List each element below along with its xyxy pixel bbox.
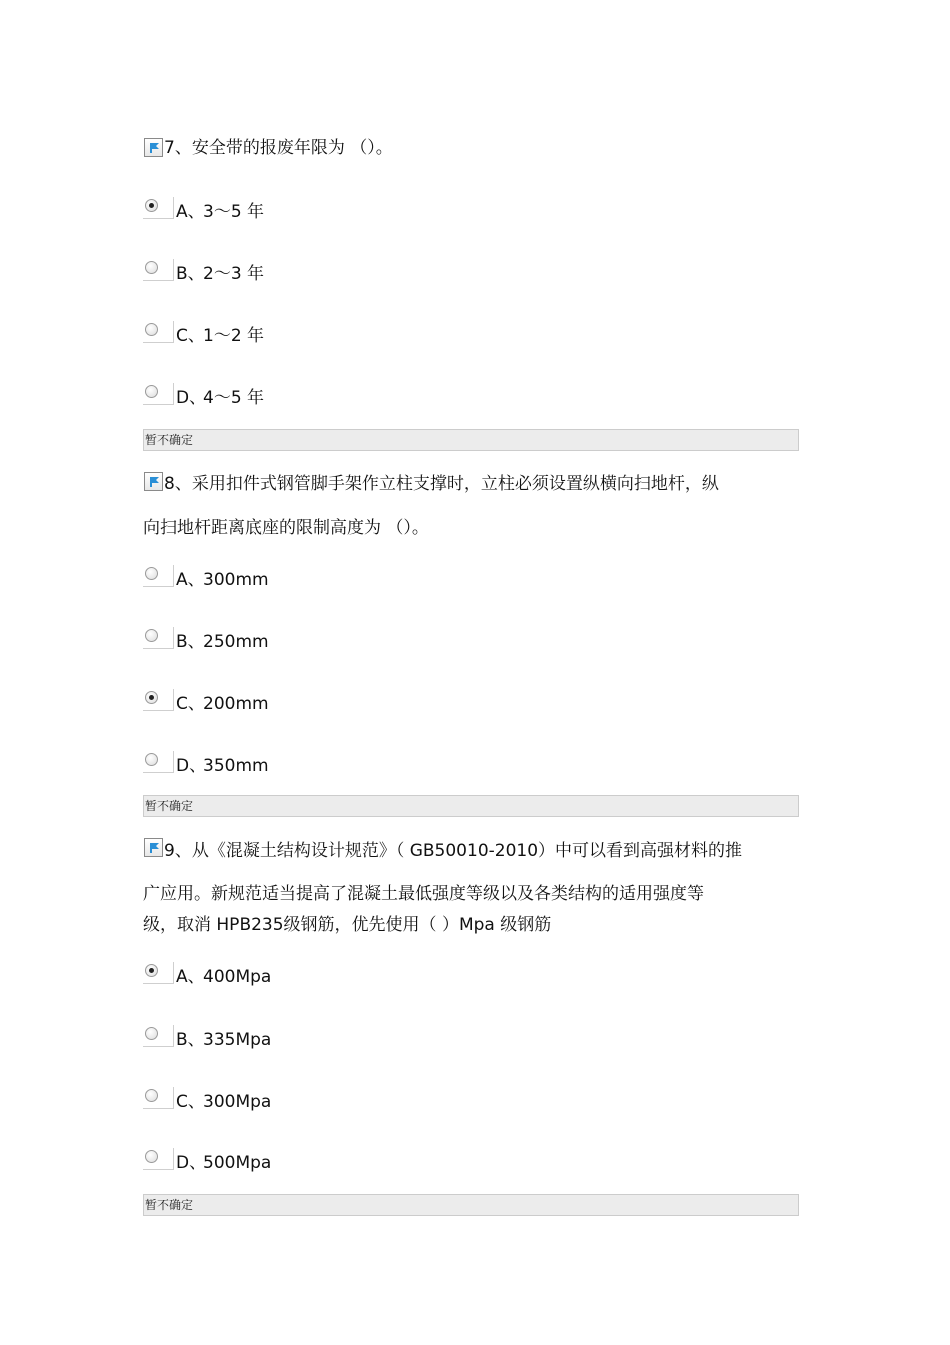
radio-icon[interactable] [145, 261, 158, 274]
option-letter: B、 [176, 1030, 205, 1050]
radio-icon[interactable] [145, 199, 158, 212]
unsure-bar[interactable]: 暂不确定 [143, 795, 799, 817]
option-letter: D、 [176, 756, 207, 776]
radio-icon[interactable] [145, 323, 158, 336]
option-label: 4～5 年 [203, 388, 265, 408]
radio-icon[interactable] [145, 1150, 158, 1163]
option-letter: C、 [176, 326, 205, 346]
flag-icon[interactable] [144, 138, 163, 157]
option-letter: A、 [176, 202, 205, 222]
option-label: 335Mpa [203, 1030, 272, 1050]
radio-icon[interactable] [145, 964, 158, 977]
option-letter: D、 [176, 388, 207, 408]
option-label: 1～2 年 [203, 326, 265, 346]
option-label: 350mm [203, 756, 269, 776]
option-label: 3～5 年 [203, 202, 265, 222]
option-label: 200mm [203, 694, 269, 714]
question-text: 广应用。新规范适当提高了混凝土最低强度等级以及各类结构的适用强度等 [143, 884, 704, 904]
option-letter: C、 [176, 694, 205, 714]
radio-icon[interactable] [145, 629, 158, 642]
option-letter: B、 [176, 632, 205, 652]
question-text: 级，取消 HPB235级钢筋，优先使用（ ）Mpa 级钢筋 [143, 915, 552, 935]
radio-icon[interactable] [145, 1089, 158, 1102]
radio-icon[interactable] [145, 691, 158, 704]
option-label: 250mm [203, 632, 269, 652]
radio-icon[interactable] [145, 1027, 158, 1040]
question-text: 8、采用扣件式钢管脚手架作立柱支撑时，立柱必须设置纵横向扫地杆，纵 [164, 474, 719, 494]
option-label: 300Mpa [203, 1092, 272, 1112]
question-text: 7、安全带的报废年限为 （）。 [164, 138, 393, 158]
option-label: 300mm [203, 570, 269, 590]
option-letter: A、 [176, 967, 205, 987]
option-letter: B、 [176, 264, 205, 284]
option-label: 500Mpa [203, 1153, 272, 1173]
unsure-bar[interactable]: 暂不确定 [143, 429, 799, 451]
radio-icon[interactable] [145, 567, 158, 580]
option-label: 400Mpa [203, 967, 272, 987]
flag-icon[interactable] [144, 472, 163, 491]
option-letter: A、 [176, 570, 205, 590]
option-label: 2～3 年 [203, 264, 265, 284]
option-letter: D、 [176, 1153, 207, 1173]
radio-icon[interactable] [145, 385, 158, 398]
question-text: 9、从《混凝土结构设计规范》（ GB50010-2010）中可以看到高强材料的推 [164, 841, 743, 861]
option-letter: C、 [176, 1092, 205, 1112]
question-text: 向扫地杆距离底座的限制高度为 （）。 [143, 518, 429, 538]
radio-icon[interactable] [145, 753, 158, 766]
unsure-bar[interactable]: 暂不确定 [143, 1194, 799, 1216]
flag-icon[interactable] [144, 838, 163, 857]
